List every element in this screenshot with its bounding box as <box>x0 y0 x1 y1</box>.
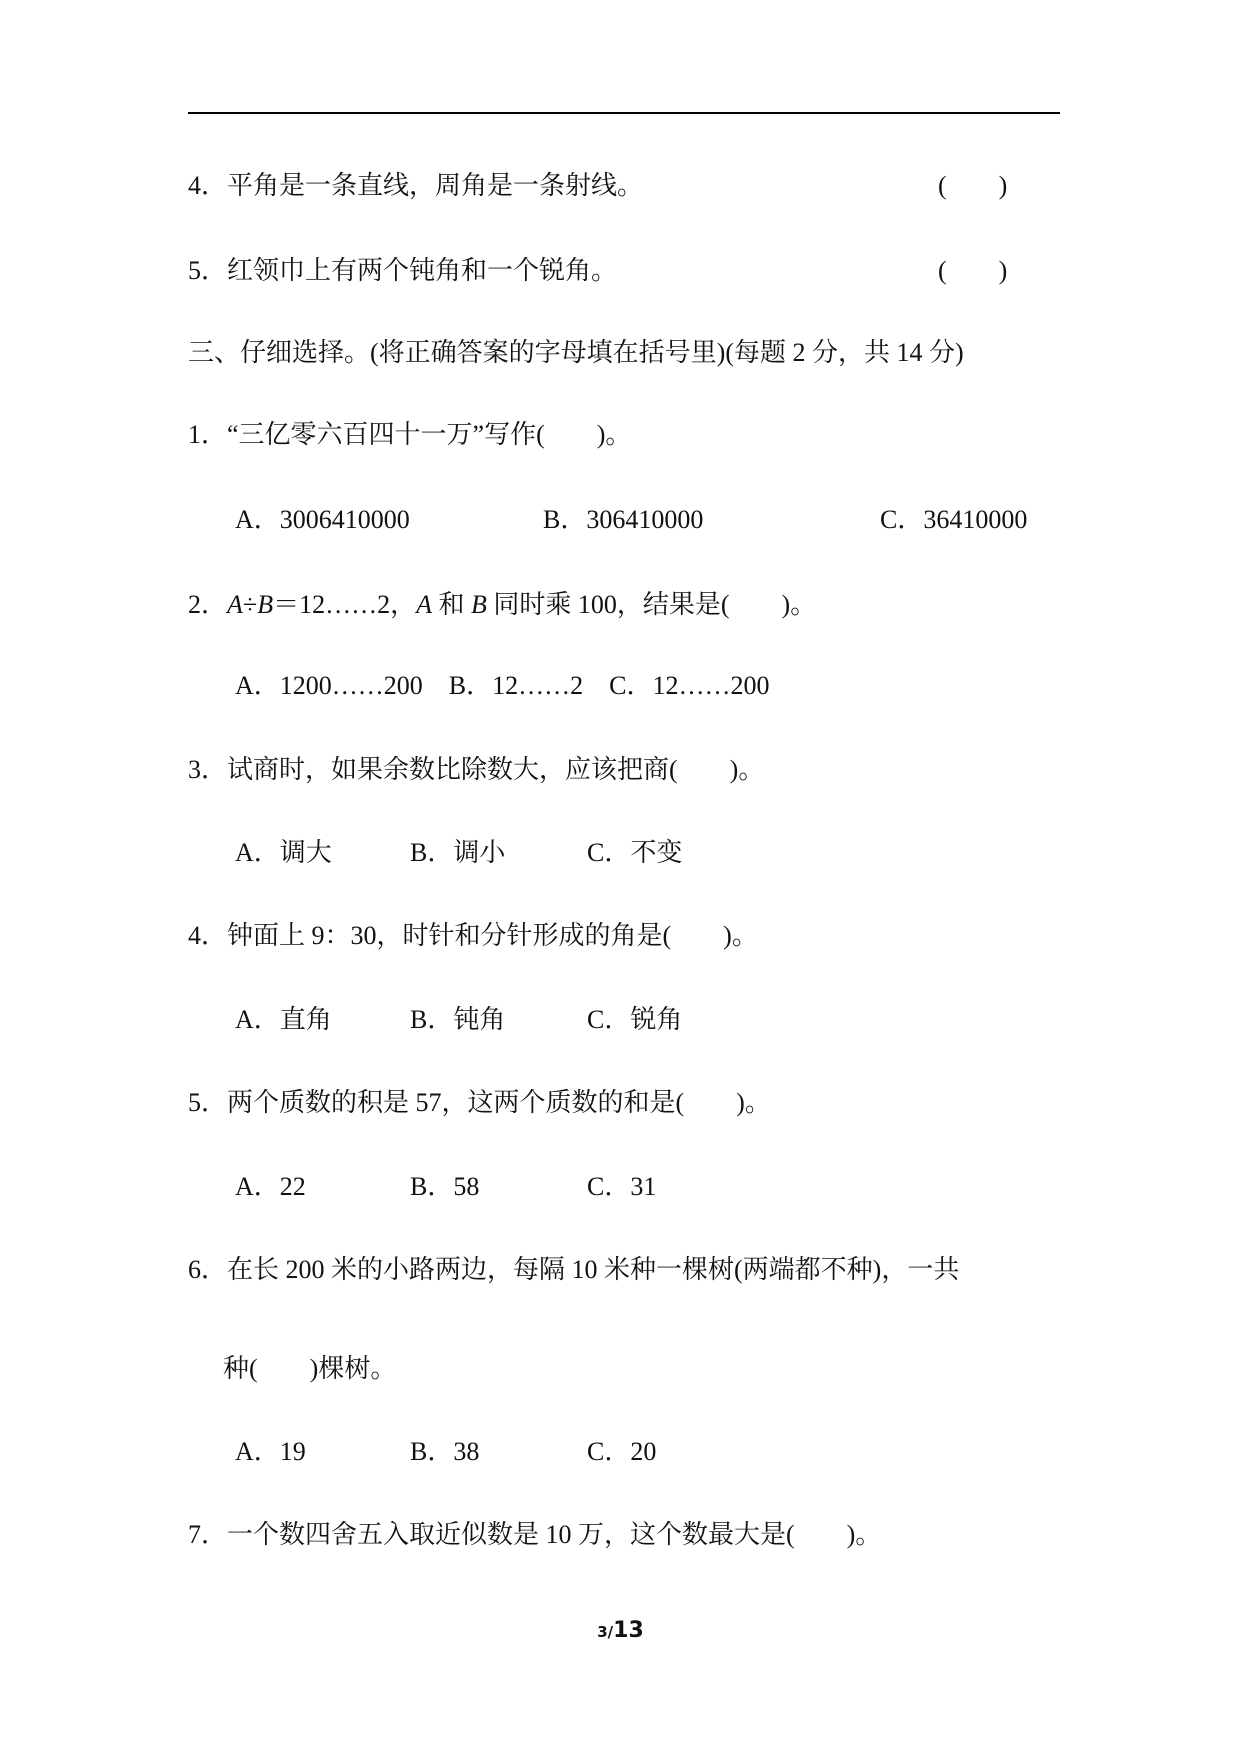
option-c: C．36410000 <box>880 505 1028 534</box>
question-6-cont: 种( )棵树。 <box>223 1354 397 1383</box>
page-number <box>0 1614 1241 1644</box>
options-line: A．1200……200 B．12……2 C．12……200 <box>235 671 770 700</box>
option-a: A．直角 <box>235 1005 332 1034</box>
answer-blank[interactable]: ( ) <box>938 171 1008 200</box>
q2-part: ÷ <box>242 590 258 619</box>
answer-blank[interactable]: ( ) <box>938 256 1008 285</box>
question-5: 5．两个质数的积是 57，这两个质数的和是( )。 <box>188 1088 771 1117</box>
q2-part: ＝12……2， <box>273 590 417 619</box>
q2-part: 和 <box>431 590 471 619</box>
option-b: B．钝角 <box>410 1005 506 1034</box>
judge-item-4: 4．平角是一条直线，周角是一条射线。 <box>188 171 644 200</box>
option-c: C．20 <box>587 1437 657 1466</box>
question-1: 1．“三亿零六百四十一万”写作( )。 <box>188 420 632 449</box>
var-a: A <box>227 590 243 619</box>
question-4: 4．钟面上 9：30，时针和分针形成的角是( )。 <box>188 921 758 950</box>
q2-part: 同时乘 100，结果是( )。 <box>486 590 817 619</box>
section-title: 三、仔细选择。(将正确答案的字母填在括号里)(每题 2 分，共 14 分) <box>188 338 964 367</box>
option-c: C．锐角 <box>587 1005 683 1034</box>
option-a: A．22 <box>235 1172 306 1201</box>
option-b: B．调小 <box>410 838 506 867</box>
page-total: 13 <box>613 1618 644 1643</box>
option-a: A．19 <box>235 1437 306 1466</box>
question-7: 7．一个数四舍五入取近似数是 10 万，这个数最大是( )。 <box>188 1520 882 1549</box>
option-a: A．3006410000 <box>235 505 410 534</box>
header-rule <box>188 112 1060 114</box>
q2-part: 2． <box>188 590 228 619</box>
var-a: A <box>416 590 432 619</box>
option-c: C．31 <box>587 1172 657 1201</box>
option-b: B．38 <box>410 1437 480 1466</box>
option-b: B．306410000 <box>543 505 704 534</box>
var-b: B <box>471 590 487 619</box>
judge-item-5: 5．红领巾上有两个钝角和一个锐角。 <box>188 256 618 285</box>
question-2 <box>188 590 816 620</box>
question-3: 3．试商时，如果余数比除数大，应该把商( )。 <box>188 755 765 784</box>
option-b: B．58 <box>410 1172 480 1201</box>
question-6: 6．在长 200 米的小路两边，每隔 10 米种一棵树(两端都不种)，一共 <box>188 1255 960 1284</box>
option-a: A．调大 <box>235 838 332 867</box>
option-c: C．不变 <box>587 838 683 867</box>
var-b: B <box>257 590 274 619</box>
page-current: 3/ <box>597 1623 614 1641</box>
